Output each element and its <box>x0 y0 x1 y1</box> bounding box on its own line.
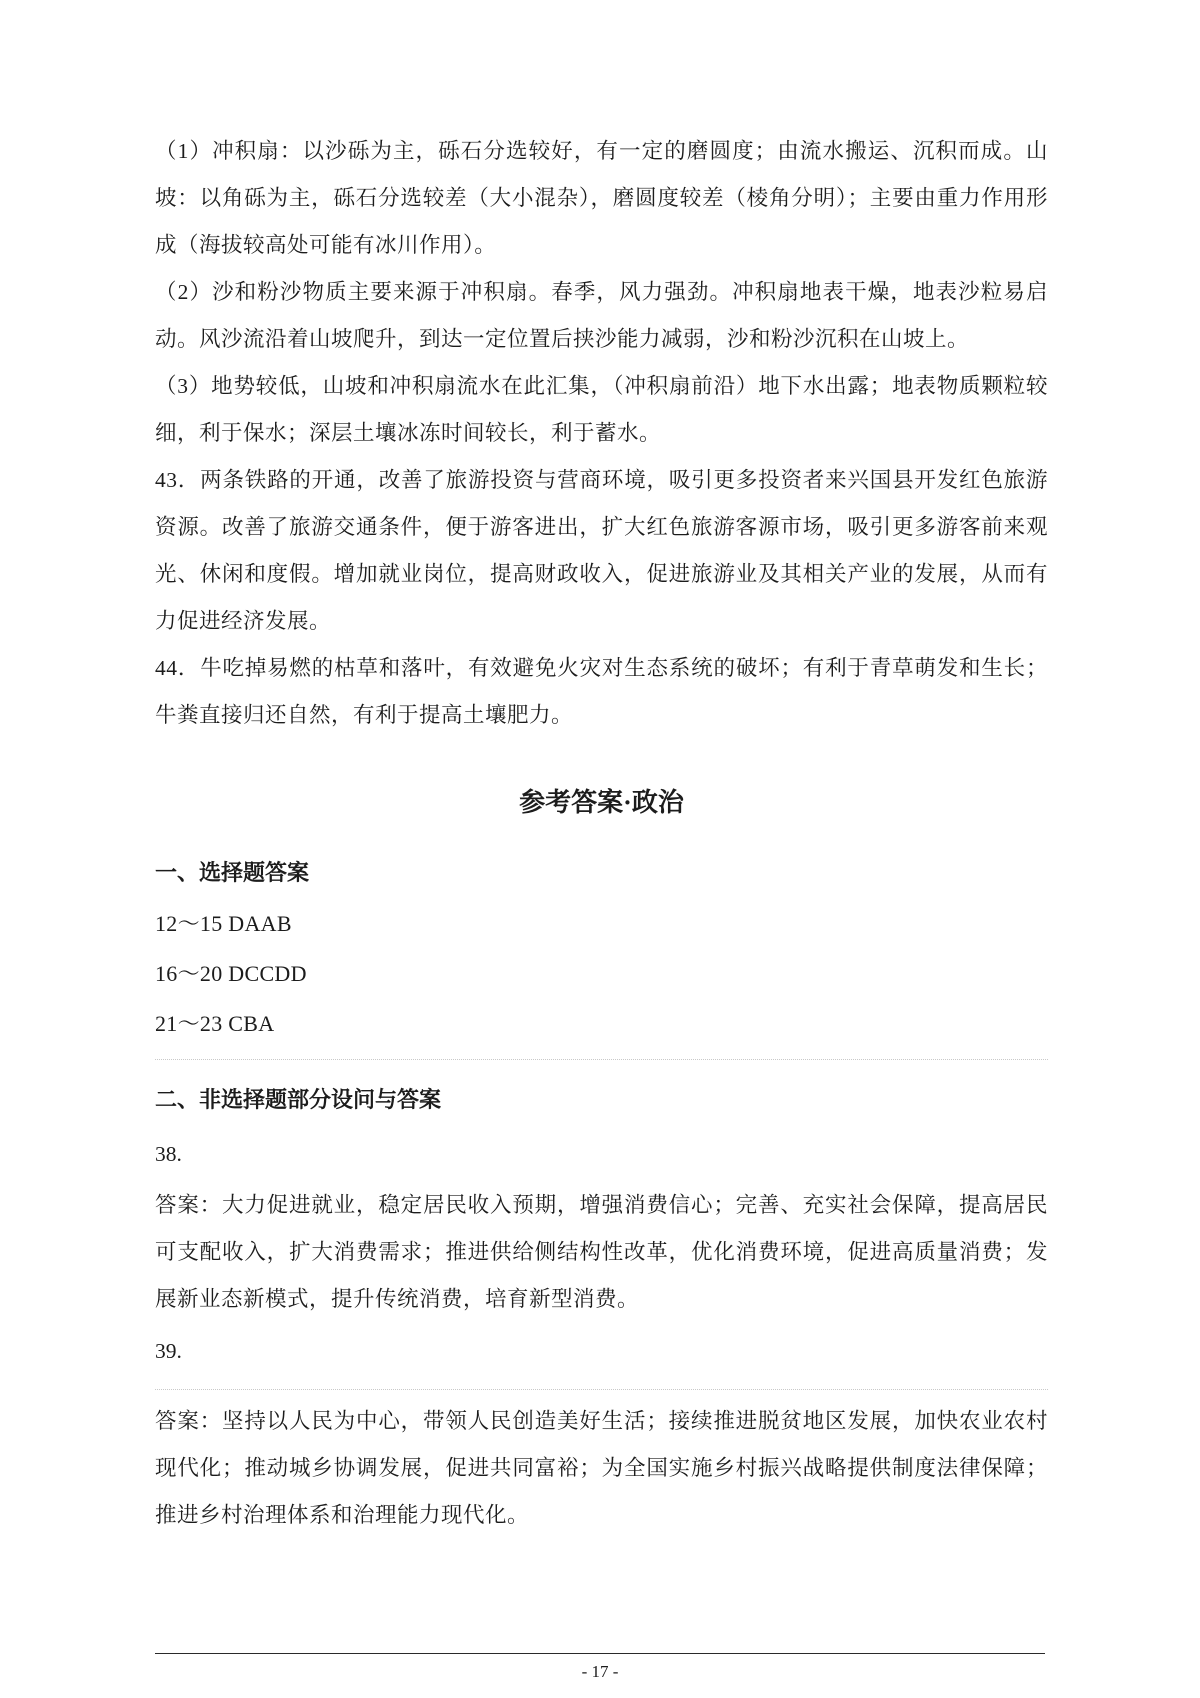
answer-paragraph-38: 答案：大力促进就业，稳定居民收入预期，增强消费信心；完善、充实社会保障，提高居民可支配收入，扩大消费需求；推进供给侧结构性改革，优化消费环境，促进高质量消费；发展新业态新模式，提升传统消费，培育新型消费。 <box>155 1193 1048 1311</box>
answer-paragraph-39: 答案：坚持以人民为中心，带领人民创造美好生活；接续推进脱贫地区发展，加快农业农村现代化；推动城乡协调发展，促进共同富裕；为全国实施乡村振兴战略提供制度法律保障；推进乡村治理体系和治理能力现代化。 <box>155 1409 1048 1527</box>
page-footer <box>155 1653 1045 1684</box>
page-number: - 17 - <box>581 1662 619 1681</box>
choice-answer-line-12-15: 12～15 DAAB <box>155 911 292 936</box>
geography-answers-section <box>155 128 1048 739</box>
choice-answer-line-16-20: 16～20 DCCDD <box>155 961 307 986</box>
geo-answer-paragraph-2: （2）沙和粉沙物质主要来源于冲积扇。春季，风力强劲。冲积扇地表干燥，地表沙粒易启动。风沙流沿着山坡爬升，到达一定位置后挟沙能力减弱，沙和粉沙沉积在山坡上。 <box>155 280 1048 351</box>
dotted-divider <box>155 1059 1048 1060</box>
geo-answer-paragraph-44: 44．牛吃掉易燃的枯草和落叶，有效避免火灾对生态系统的破坏；有利于青草萌发和生长；牛粪直接归还自然，有利于提高土壤肥力。 <box>155 656 1048 727</box>
dotted-divider-2 <box>155 1389 1048 1390</box>
politics-section-title: 参考答案·政治 <box>519 788 684 817</box>
section-heading-free-response: 二、非选择题部分设问与答案 <box>155 1087 442 1112</box>
geo-answer-paragraph-1: （1）冲积扇：以沙砾为主，砾石分选较好，有一定的磨圆度；由流水搬运、沉积而成。山坡：以角砾为主，砾石分选较差（大小混杂），磨圆度较差（棱角分明）；主要由重力作用形成（海拔较高处可能有冰川作用）。 <box>155 139 1048 257</box>
footer-rule <box>155 1653 1045 1654</box>
choice-answer-line-21-23: 21～23 CBA <box>155 1011 275 1036</box>
question-number-38: 38. <box>155 1142 182 1166</box>
section-heading-choice-answers: 一、选择题答案 <box>155 860 310 885</box>
geo-answer-paragraph-43: 43．两条铁路的开通，改善了旅游投资与营商环境，吸引更多投资者来兴国县开发红色旅游资源。改善了旅游交通条件，便于游客进出，扩大红色旅游客源市场，吸引更多游客前来观光、休闲和度假。增加就业岗位，提高财政收入，促进旅游业及其相关产业的发展，从而有力促进经济发展。 <box>155 468 1048 633</box>
question-number-39: 39. <box>155 1339 182 1363</box>
geo-answer-paragraph-3: （3）地势较低，山坡和冲积扇流水在此汇集，（冲积扇前沿）地下水出露；地表物质颗粒较细，利于保水；深层土壤冰冻时间较长，利于蓄水。 <box>155 374 1048 445</box>
